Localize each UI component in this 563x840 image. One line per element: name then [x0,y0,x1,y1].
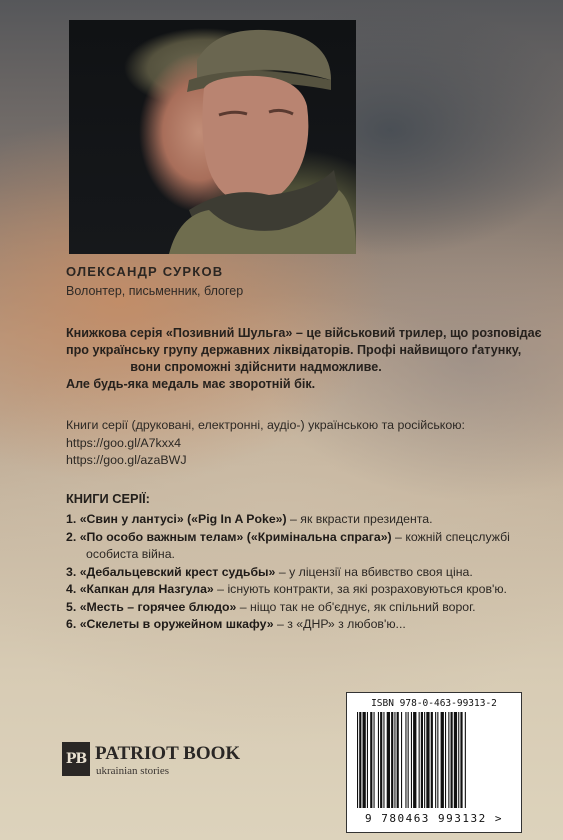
blurb-line-3: вони спроможні здійснити надможливе. [130,360,382,374]
barcode-stripe [359,712,361,808]
series-links [66,417,556,470]
series-book-list [66,511,556,634]
barcode-stripe [419,712,420,808]
barcode-stripe [413,712,416,808]
book-title: «Капкан для Назгула» [79,582,214,596]
barcode-stripe [451,712,453,808]
barcode-digits: 9 780463 993132 > [364,812,504,825]
book-title: «Скелеты в оружейном шкафу» [79,617,274,631]
list-item [66,529,556,564]
barcode-stripe [367,712,368,808]
book-title: «Месть – горячее блюдо» [79,599,237,614]
isbn-number: ISBN 978-0-463-99313-2 [371,698,497,709]
barcode-stripe [363,712,366,808]
barcode-stripe [411,712,412,808]
link-url-2[interactable]: https://goo.gl/azaBWJ [66,453,187,467]
author-portrait-graphic [69,20,356,254]
book-title: «По особо важным телам» («Кримінальна спрага») [79,529,392,544]
barcode-stripe [454,712,457,808]
book-desc: – кожній спецслужбі [391,529,510,544]
isbn-barcode [346,692,522,833]
publisher-name: PATRIOT BOOK [95,743,241,764]
barcode-stripe [441,712,444,808]
book-desc-continued: особиста війна. [86,547,175,561]
barcode-stripe [397,712,399,808]
publisher-tagline: ukrainian stories [96,765,170,777]
barcode-stripe [387,712,390,808]
blurb-line-1: Книжкова серія «Позивний Шульга» – це військовий трилер, що розповідає [66,326,542,340]
barcode-stripe [437,712,438,808]
link-url-1[interactable]: https://goo.gl/A7kxx4 [66,435,182,450]
list-item [66,599,556,617]
book-title: «Дебальцевский крест судьбы» [79,564,276,579]
barcode-stripe [465,712,466,808]
barcode-stripe [394,712,395,808]
book-desc: – існують контракти, за які розраховуються кров'ю. [213,582,507,596]
author-photo [69,20,356,254]
book-number: 4. [66,582,77,596]
barcode-stripe [391,712,393,808]
book-desc: – як вкрасти президента. [286,512,433,526]
book-number: 5. [66,599,77,614]
book-blurb [66,325,556,393]
book-number: 3. [66,564,77,579]
barcode-stripe [378,712,379,808]
book-number: 6. [66,617,77,631]
links-intro: Книги серії (друковані, електронні, аудіо-) українською та російською: [66,418,465,432]
barcode-stripe [383,712,384,808]
barcode-stripe [374,712,375,808]
book-number: 2. [66,529,77,544]
list-item [66,564,556,582]
book-desc: – у ліцензії на вбивство своя ціна. [275,564,473,579]
blurb-line-2: про українську групу державних ліквідаторів. Профі найвищого ґатунку, [66,343,522,357]
barcode-stripe [458,712,459,808]
author-role: Волонтер, письменник, блогер [66,284,244,298]
barcode-stripe [357,712,358,808]
list-item [66,616,556,634]
book-number: 1. [66,512,77,526]
author-name: ОЛЕКСАНДР СУРКОВ [66,264,224,279]
barcode-stripe [370,712,372,808]
barcode-stripe [431,712,433,808]
barcode-stripe [405,712,406,808]
barcode-stripe [408,712,409,808]
publisher-mark: PB [62,742,90,776]
barcode-stripe [460,712,462,808]
book-desc: – з «ДНР» з любов'ю... [273,617,406,631]
barcode-bars [355,712,513,810]
series-heading: КНИГИ СЕРІЇ: [66,491,150,506]
blurb-line-4: Але будь-яка медаль має зворотній бік. [66,377,316,391]
barcode-stripe [424,712,425,808]
barcode-stripe [445,712,446,808]
book-title: «Свин у лантусі» («Pig In A Poke») [79,512,287,526]
barcode-stripe [421,712,423,808]
barcode-stripe [401,712,402,808]
barcode-stripe [426,712,429,808]
list-item [66,581,556,599]
barcode-stripe [448,712,449,808]
barcode-stripe [435,712,436,808]
list-item [66,511,556,529]
book-desc: – ніщо так не об'єднує, як спільний ворог. [236,599,476,614]
barcode-stripe [380,712,382,808]
